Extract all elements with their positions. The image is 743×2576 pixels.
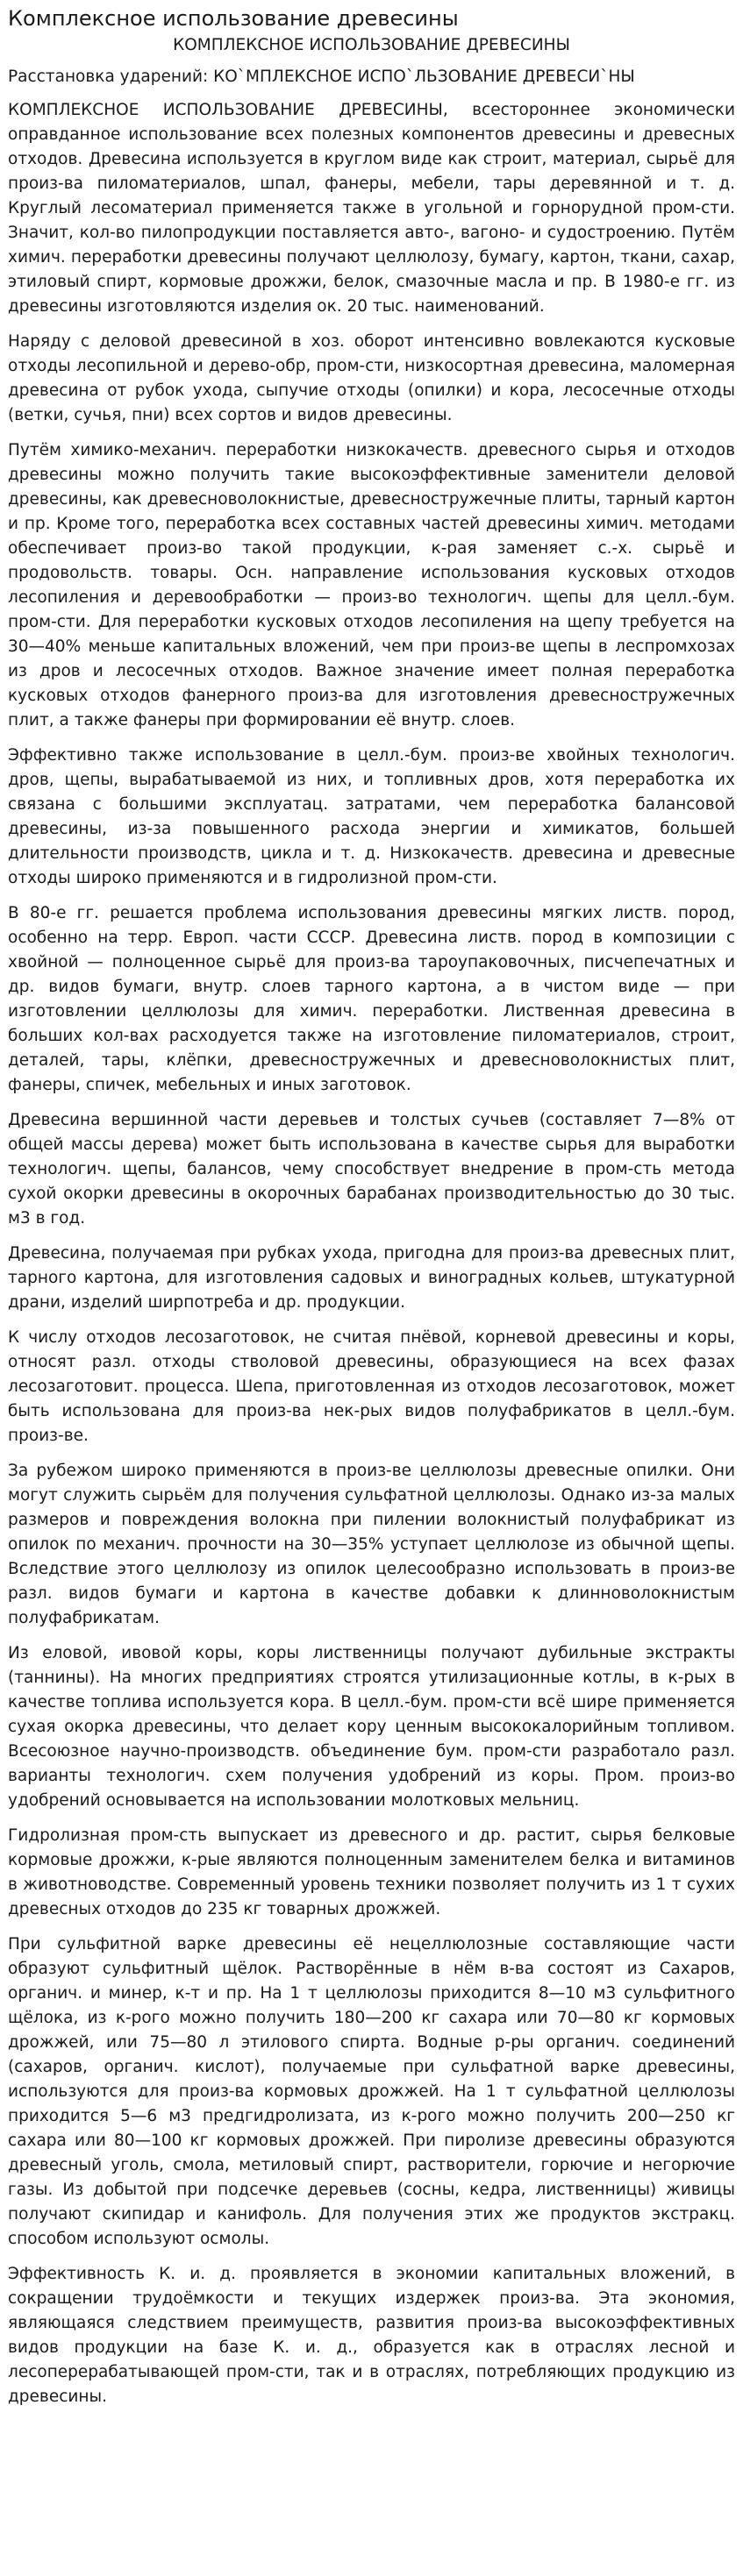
paragraph: Наряду с деловой древесиной в хоз. оборот интенсивно вовлекаются кусковые отходы лесопильной и дерево-обр, пром-сти, низкосортная древесина, маломерная древесина от рубок ухода, сыпучие отходы (опилки) и кора, лесосечные отходы (ветки, сучья, пни) всех сортов и видов древесины. (8, 332, 735, 424)
paragraph: КОМПЛЕКСНОЕ ИСПОЛЬЗОВАНИЕ ДРЕВЕСИНЫ, всестороннее экономически оправданное использование всех полезных компонентов древесины и древесных отходов. Древесина используется в круглом виде как строит, материал, сырьё для произ-ва пиломатериалов, шпал, фанеры, мебели, тары деревянной и т. д. Круглый лесоматериал применяется также в угольной и горнорудной пром-сти. Значит, кол-во пилопродукции поставляется авто-, вагоно- и судостроению. Путём химич. переработки древесины получают целлюлозу, бумагу, картон, ткани, сахар, этиловый спирт, кормовые дрожжи, белок, смазочные масла и пр. В 1980-е гг. из древесины изготовляются изделия ок. 20 тыс. наименований. (8, 101, 735, 316)
paragraph: При сульфитной варке древесины её нецеллюлозные составляющие части образуют сульфитный щёлок. Растворённые в нём в-ва состоят из Сахаров, органич. и минер, к-т и пр. На 1 т целлюлозы приходится 8—10 м3 сульфитного щёлока, из к-рого можно получить 180—200 кг сахара или 70—80 кг кормовых дрожжей, или 75—80 л этилового спирта. Водные р-ры органич. соединений (сахаров, органич. кислот), получаемые при сульфатной варке древесины, используются для произ-ва кормовых дрожжей. На 1 т сульфатной целлюлозы приходится 5—6 м3 предгидролизата, из к-рого можно получить 200—250 кг сахара или 80—100 кг кормовых дрожжей. При пиролизе древесины образуются древесный уголь, смола, метиловый спирт, растворители, горючие и негорючие газы. Из добытой при подсечке деревьев (сосны, кедра, лиственницы) живицы получают скипидар и канифоль. Для получения этих же продуктов экстракц. способом используют осмолы. (8, 1935, 735, 2248)
paragraph: Эффективно также использование в целл.-бум. произ-ве хвойных технологич. дров, щепы, вырабатываемой из них, и топливных дров, хотя переработка их связана с большими эксплуатац. затратами, чем переработка балансовой древесины, из-за повышенного расхода энергии и химикатов, большей длительности производств, цикла и т. д. Низкокачеств. древесина и древесные отходы широко применяются и в гидролизной пром-сти. (8, 746, 735, 887)
article-body (8, 98, 735, 2409)
article-headword: КОМПЛЕКСНОЕ ИСПОЛЬЗОВАНИЕ ДРЕВЕСИНЫ (173, 36, 570, 54)
paragraph: Древесина вершинной части деревьев и толстых сучьев (составляет 7—8% от общей массы дерева) может быть использована в качестве сырья для выработки технологич. щепы, балансов, чему способствует внедрение в пром-сть метода сухой окорки древесины в окорочных барабанах производительностью до 30 тыс. м3 в год. (8, 1111, 735, 1228)
paragraph: Древесина, получаемая при рубках ухода, пригодна для произ-ва древесных плит, тарного картона, для изготовления садовых и виноградных кольев, штукатурной драни, изделий ширпотреба и др. продукции. (8, 1244, 735, 1312)
page-title: Комплексное использование древесины (8, 6, 459, 31)
paragraph: Путём химико-механич. переработки низкокачеств. древесного сырья и отходов древесины можно получить такие высокоэффективные заменители деловой древесины, как древесноволокнистые, древесностружечные плиты, тарный картон и пр. Кроме того, переработка всех составных частей древесины химич. методами обеспечивает произ-во такой продукции, к-рая заменяет с.-х. сырьё и продовольств. товары. Осн. направление использования кусковых отходов лесопиления и деревообработки — произ-во технологич. щепы для целл.-бум. пром-сти. Для переработки кусковых отходов лесопиления на щепу требуется на 30—40% меньше капитальных вложений, чем при произ-ве щепы в леспромхозах из дров и лесосечных отходов. Важное значение имеет полная переработка кусковых отходов фанерного произ-ва для изготовления древесностружечных плит, а также фанеры при формировании её внутр. слоев. (8, 441, 735, 729)
paragraph: Из еловой, ивовой коры, коры лиственницы получают дубильные экстракты (таннины). На многих предприятиях строятся утилизационные котлы, в к-рых в качестве топлива используется кора. В целл.-бум. пром-сти всё шире применяется сухая окорка древесины, что делает кору ценным высококалорийным топливом. Всесоюзное научно-производств. объединение бум. пром-сти разработало разл. варианты технологич. схем получения удобрений из коры. Пром. произ-во удобрений основывается на использовании молотковых мельниц. (8, 1644, 735, 1810)
paragraph: В 80-е гг. решается проблема использования древесины мягких листв. пород, особенно на терр. Европ. части СССР. Древесина листв. пород в композиции с хвойной — полноценное сырьё для произ-ва тароупаковочных, писчепечатных и др. видов бумаги, внутр. слоев тарного картона, а в чистом виде — при изготовлении целлюлозы для химич. переработки. Лиственная древесина в больших кол-вах расходуется также на изготовление пиломатериалов, строит, деталей, тары, клёпки, древесностружечных и древесноволокнистых плит, фанеры, спичек, мебельных и иных заготовок. (8, 904, 735, 1094)
paragraph: За рубежом широко применяются в произ-ве целлюлозы древесные опилки. Они могут служить сырьём для получения сульфатной целлюлозы. Однако из-за малых размеров и повреждения волокна при пилении волокнистый полуфабрикат из опилок по механич. прочности на 30—35% уступает целлюлозе из обычной щепы. Вследствие этого целлюлозу из опилок целесообразно использовать в произ-ве разл. видов бумаги и картона в качестве добавки к длинноволокнистым полуфабрикатам. (8, 1462, 735, 1627)
paragraph: Гидролизная пром-сть выпускает из древесного и др. растит, сырья белковые кормовые дрожжи, к-рые являются полноценным заменителем белка и витаминов в животноводстве. Современный уровень техники позволяет получить из 1 т сухих древесных отходов до 235 кг товарных дрожжей. (8, 1826, 735, 1918)
paragraph: Эффективность К. и. д. проявляется в экономии капитальных вложений, в сокращении трудоёмкости и текущих издержек произ-ва. Эта экономия, являющаяся следствием преимуществ, развития произ-ва высокоэффективных видов продукции на базе К. и. д., образуется как в отраслях лесной и лесоперерабатывающей пром-сти, так и в отраслях, потребляющих продукцию из древесины. (8, 2265, 735, 2406)
stress-line: Расстановка ударений: КО`МПЛЕКСНОЕ ИСПО`ЛЬЗОВАНИЕ ДРЕВЕСИ`НЫ (8, 68, 635, 86)
paragraph: К числу отходов лесозаготовок, не считая пнёвой, корневой древесины и коры, относят разл. отходы стволовой древесины, образующиеся на всех фазах лесозаготовит. процесса. Шепа, приготовленная из отходов лесозаготовок, может быть использована для произ-ва нек-рых видов полуфабрикатов в целл.-бум. произ-ве. (8, 1328, 735, 1445)
